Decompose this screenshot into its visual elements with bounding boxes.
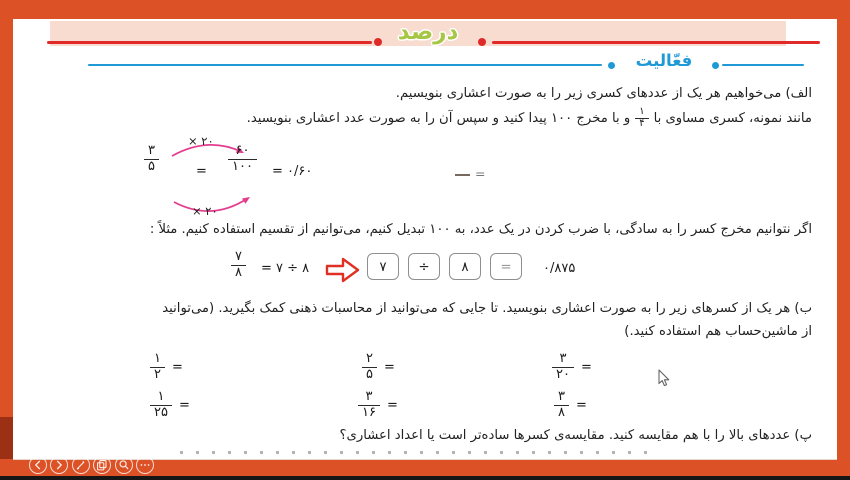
page-edge-shadow [0, 417, 13, 459]
multiplier-label-bottom: × ۲۰ [192, 204, 218, 218]
inline-fraction-1-4: $\frac{۱}{۴}$ [635, 107, 648, 129]
equals-sign: = [196, 164, 207, 179]
chapter-title: درصد [397, 19, 459, 45]
activity-title: فعّالیت [635, 51, 693, 70]
paragraph-b-line1: ب) هر یک از کسرهای زیر را به صورت اعشاری بنویسید. تا جایی که می‌توانید از محاسبات ذهنی کمک بگیرید. (می‌توانید [162, 301, 812, 316]
title-rule-left [47, 41, 372, 44]
exercise-fraction-3-20: $\frac{۳}{۲۰}$ = [552, 348, 592, 386]
paragraph-b-line2: از ماشین‌حساب هم استفاده کنید.) [624, 324, 812, 339]
pages-overview-icon [94, 457, 110, 473]
zoom-search-icon [116, 457, 132, 473]
paragraph-alef-line2 [247, 107, 812, 129]
paragraph-alef-line1: الف) می‌خواهیم هر یک از عددهای کسری زیر را به صورت اعشاری بنویسیم. [395, 86, 812, 101]
more-options-button[interactable] [136, 456, 154, 474]
cursor-arrow-icon [658, 369, 671, 387]
mouse-cursor [658, 369, 671, 391]
example-fraction-conversion [130, 134, 480, 222]
annotate-button[interactable] [72, 456, 90, 474]
title-dot-right [478, 38, 486, 46]
exercise-fraction-1-25: $\frac{۱}{۲۵}$ = [150, 386, 190, 424]
multiply-arrows-graphic [130, 138, 480, 222]
exercise-fraction-3-8: $\frac{۳}{۸}$ = [554, 386, 587, 424]
calc-key-equals: = [490, 253, 522, 280]
bottom-black-bar [0, 476, 850, 480]
decimal-result: = ۰/۶۰ [272, 164, 313, 179]
calc-key-7: ۷ [367, 253, 399, 280]
paragraph-p: پ) عددهای بالا را با هم مقایسه کنید. مقایسه‌ی کسرها ساده‌تر است یا اعداد اعشاری؟ [339, 428, 812, 443]
calculator-keys [367, 253, 522, 280]
calc-key-8: ۸ [449, 253, 481, 280]
exercise-fraction-1-2: $\frac{۱}{۲}$ = [150, 348, 183, 386]
pages-overview-button[interactable] [93, 456, 111, 474]
division-expression: = ۷ ÷ ۸ [261, 261, 310, 276]
more-options-icon [137, 457, 153, 473]
red-arrow-icon [325, 256, 361, 284]
next-page-icon [51, 457, 67, 473]
clipped-text-line [180, 451, 650, 454]
multiplier-label-top: × ۲۰ [188, 134, 214, 148]
title-dot-left [374, 38, 382, 46]
zoom-search-button[interactable] [115, 456, 133, 474]
title-rule-right [492, 41, 820, 44]
blank-fraction-bar [455, 174, 470, 176]
fraction-60-100: ۶۰ ۱۰۰ [228, 144, 257, 175]
alef-line2-before: مانند نمونه، کسری مساوی با [653, 110, 812, 126]
activity-dot-right [712, 62, 719, 69]
division-result: ۰/۸۷۵ [543, 261, 576, 276]
prev-page-icon [30, 457, 46, 473]
activity-dot-left [608, 62, 615, 69]
viewer-toolbar [29, 456, 154, 474]
fraction-7-8: ۷ ۸ [231, 250, 246, 281]
alef-line2-after: و با مخرج ۱۰۰ پیدا کنید و سپس آن را به صورت عدد اعشاری بنویسید. [246, 110, 631, 126]
prev-page-button[interactable] [29, 456, 47, 474]
annotate-pencil-icon [73, 457, 89, 473]
fraction-3-5: ۳ ۵ [144, 144, 159, 175]
blank-exercise [455, 164, 503, 184]
division-note: اگر نتوانیم مخرج کسر را به سادگی، با ضرب کردن در یک عدد، به ۱۰۰ تبدیل کنیم، می‌توانیم از تقسیم استفاده کنیم. مثلاً : [149, 222, 812, 237]
exercise-fraction-2-5: $\frac{۲}{۵}$ = [362, 348, 395, 386]
next-page-button[interactable] [50, 456, 68, 474]
blank-equals: = [475, 166, 486, 181]
exercise-fraction-3-16: $\frac{۳}{۱۶}$ = [358, 386, 398, 424]
example-division [225, 248, 645, 294]
calc-key-divide: ÷ [408, 253, 440, 280]
